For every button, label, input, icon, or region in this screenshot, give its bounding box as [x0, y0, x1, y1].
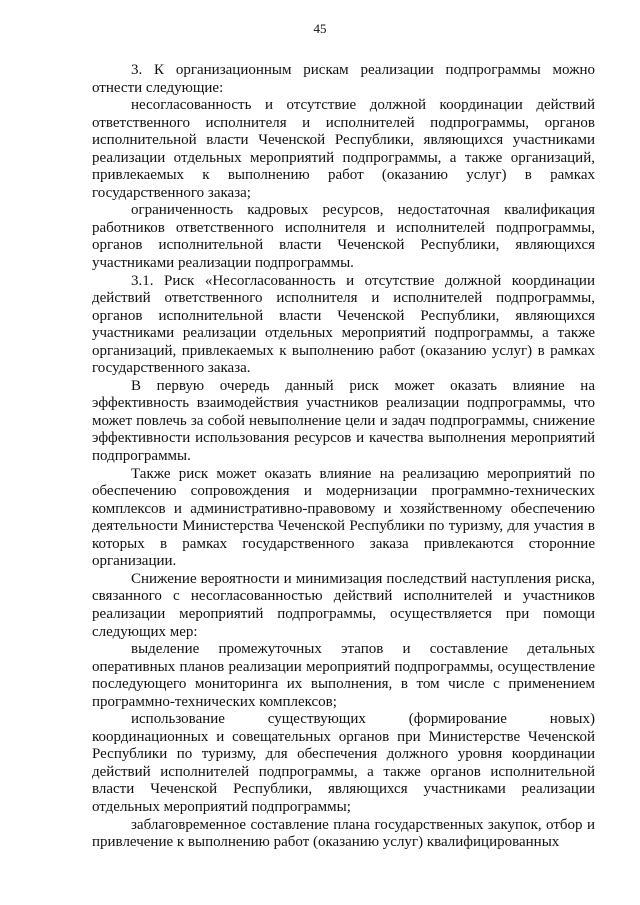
paragraph: 3.1. Риск «Несогласованность и отсутствие должной координации действий ответственного исполнителя и исполнителей подпрограммы, органов исполнительной власти Чеченской Республики, являющихся участниками реализации отдельных мероприятий подпрограммы, а также организаций, привлекаемых к выполнению работ (оказанию услуг) в рамках государственного заказа. [92, 272, 595, 377]
paragraph: Также риск может оказать влияние на реализацию мероприятий по обеспечению сопровождения и модернизации программно-технических комплексов и административно-правовому и хозяйственному обеспечению деятельности Министерства Чеченской Республики по туризму, для участия в которых в рамках государственного заказа привлекаются сторонние организации. [92, 465, 595, 570]
paragraph: ограниченность кадровых ресурсов, недостаточная квалификация работников ответственного исполнителя и исполнителей подпрограммы, органов исполнительной власти Чеченской Республики, являющихся участниками реализации подпрограммы. [92, 202, 595, 272]
paragraph: Снижение вероятности и минимизация последствий наступления риска, связанного с несогласованностью действий исполнителей и участников реализации мероприятий подпрограммы, осуществляется при помощи следующих мер: [92, 570, 595, 640]
paragraph: заблаговременное составление плана государственных закупок, отбор и привлечение к выполнению работ (оказанию услуг) квалифицированных [92, 816, 595, 851]
page-number: 45 [313, 21, 327, 36]
paragraph: В первую очередь данный риск может оказать влияние на эффективность взаимодействия участников реализации подпрограммы, что может повлечь за собой невыполнение цели и задач подпрограммы, снижение эффективности использования ресурсов и качества выполнения мероприятий подпрограммы. [92, 377, 595, 465]
document-body [92, 62, 595, 852]
paragraph: несогласованность и отсутствие должной координации действий ответственного исполнителя и исполнителей подпрограммы, органов исполнительной власти Чеченской Республики, являющихся участниками реализации отдельных мероприятий подпрограммы, а также организаций, привлекаемых к выполнению работ (оказанию услуг) в рамках государственного заказа; [92, 97, 595, 201]
paragraph: выделение промежуточных этапов и составление детальных оперативных планов реализации мероприятий подпрограммы, осуществление последующего мониторинга их выполнения, в том числе с применением программно-технических комплексов; [92, 641, 595, 710]
paragraph: использование существующих (формирование новых) координационных и совещательных органов при Министерстве Чеченской Республики по туризму, для обеспечения должного уровня координации действий исполнителей подпрограммы, а также органов исполнительной власти Чеченской Республики, являющихся участниками реализации отдельных мероприятий подпрограммы; [92, 711, 595, 815]
paragraph: 3. К организационным рискам реализации подпрограммы можно отнести следующие: [92, 62, 595, 96]
